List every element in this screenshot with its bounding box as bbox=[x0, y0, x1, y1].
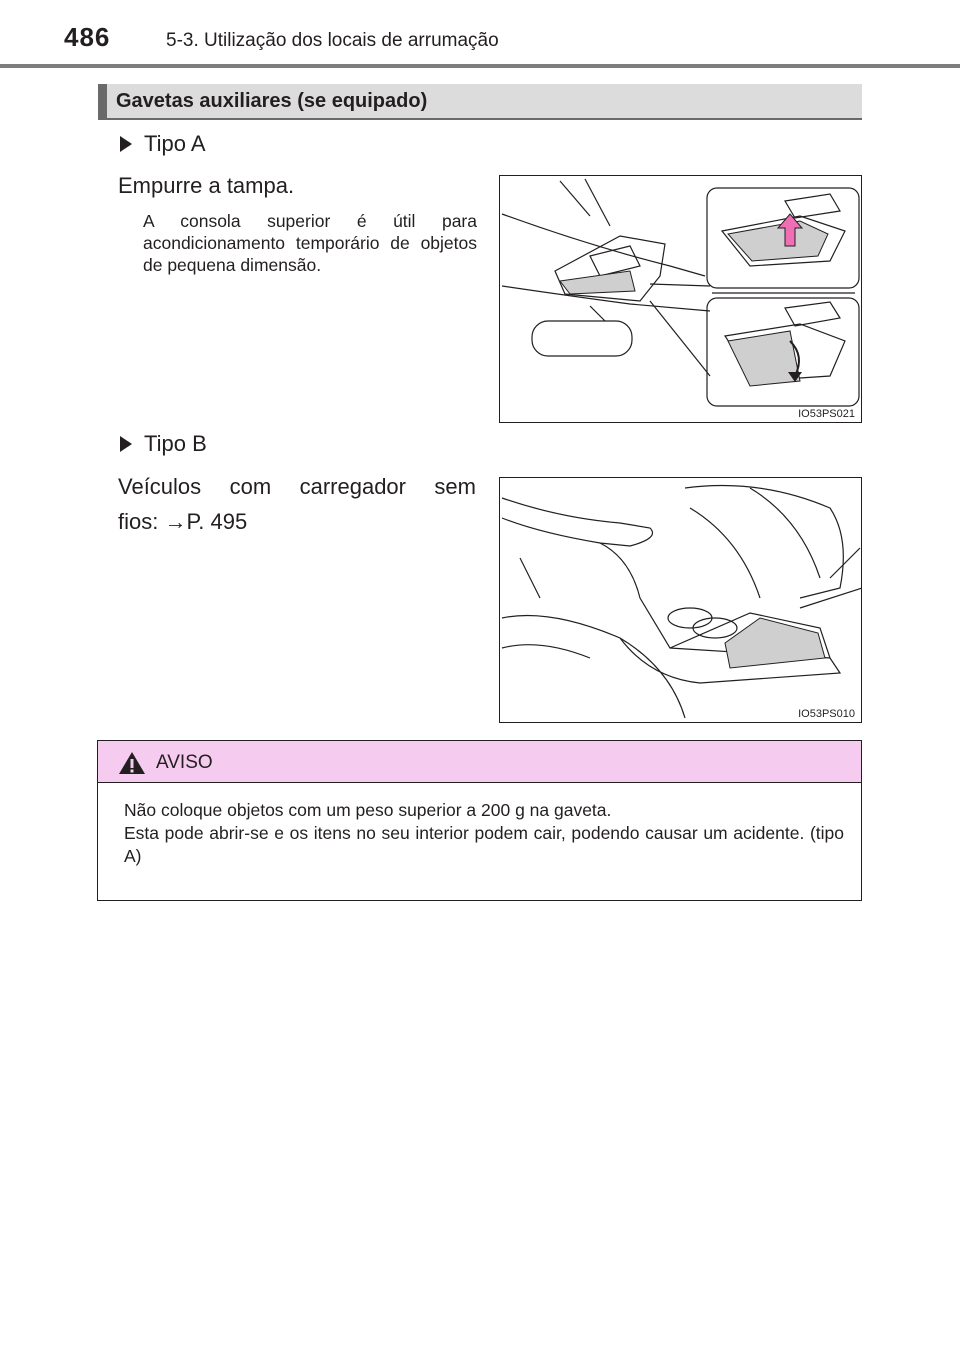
bullet-triangle-icon bbox=[120, 436, 132, 452]
type-a-instruction: Empurre a tampa. bbox=[118, 173, 295, 198]
warning-triangle-icon bbox=[118, 751, 146, 775]
figure-code: IO53PS021 bbox=[798, 408, 855, 420]
page-number: 486 bbox=[64, 22, 111, 52]
warning-line-2: Esta pode abrir-se e os itens no seu interior podem cair, podendo causar um acidente. (tipo A) bbox=[124, 823, 844, 866]
type-a-label bbox=[120, 131, 206, 157]
warning-box bbox=[97, 740, 862, 901]
section-title: 5-3. Utilização dos locais de arrumação bbox=[166, 30, 499, 51]
section-heading bbox=[98, 84, 862, 120]
type-a-note: A consola superior é útil para acondicionamento temporário de objetos de pequena dimensão. bbox=[143, 211, 477, 275]
heading-accent bbox=[98, 84, 107, 118]
type-b-label bbox=[120, 431, 207, 457]
type-b-text-line1: Veículos com carregador sem bbox=[118, 474, 476, 499]
bullet-triangle-icon bbox=[120, 136, 132, 152]
warning-header bbox=[98, 741, 861, 783]
center-console-illustration bbox=[500, 478, 862, 723]
header-rule bbox=[0, 64, 960, 68]
warning-title: AVISO bbox=[156, 752, 213, 773]
overhead-console-illustration bbox=[500, 176, 862, 423]
type-a-label-text: Tipo A bbox=[144, 131, 206, 156]
type-b-label-text: Tipo B bbox=[144, 431, 207, 456]
warning-text bbox=[124, 799, 844, 868]
figure-overhead-console bbox=[499, 175, 862, 423]
figure-center-console bbox=[499, 477, 862, 723]
type-b-text-line2: fios: →P. 495 bbox=[118, 509, 248, 534]
section-heading-text: Gavetas auxiliares (se equipado) bbox=[116, 90, 428, 112]
figure-code: IO53PS010 bbox=[798, 708, 855, 720]
warning-line-1: Não coloque objetos com um peso superior a 200 g na gaveta. bbox=[124, 800, 612, 820]
